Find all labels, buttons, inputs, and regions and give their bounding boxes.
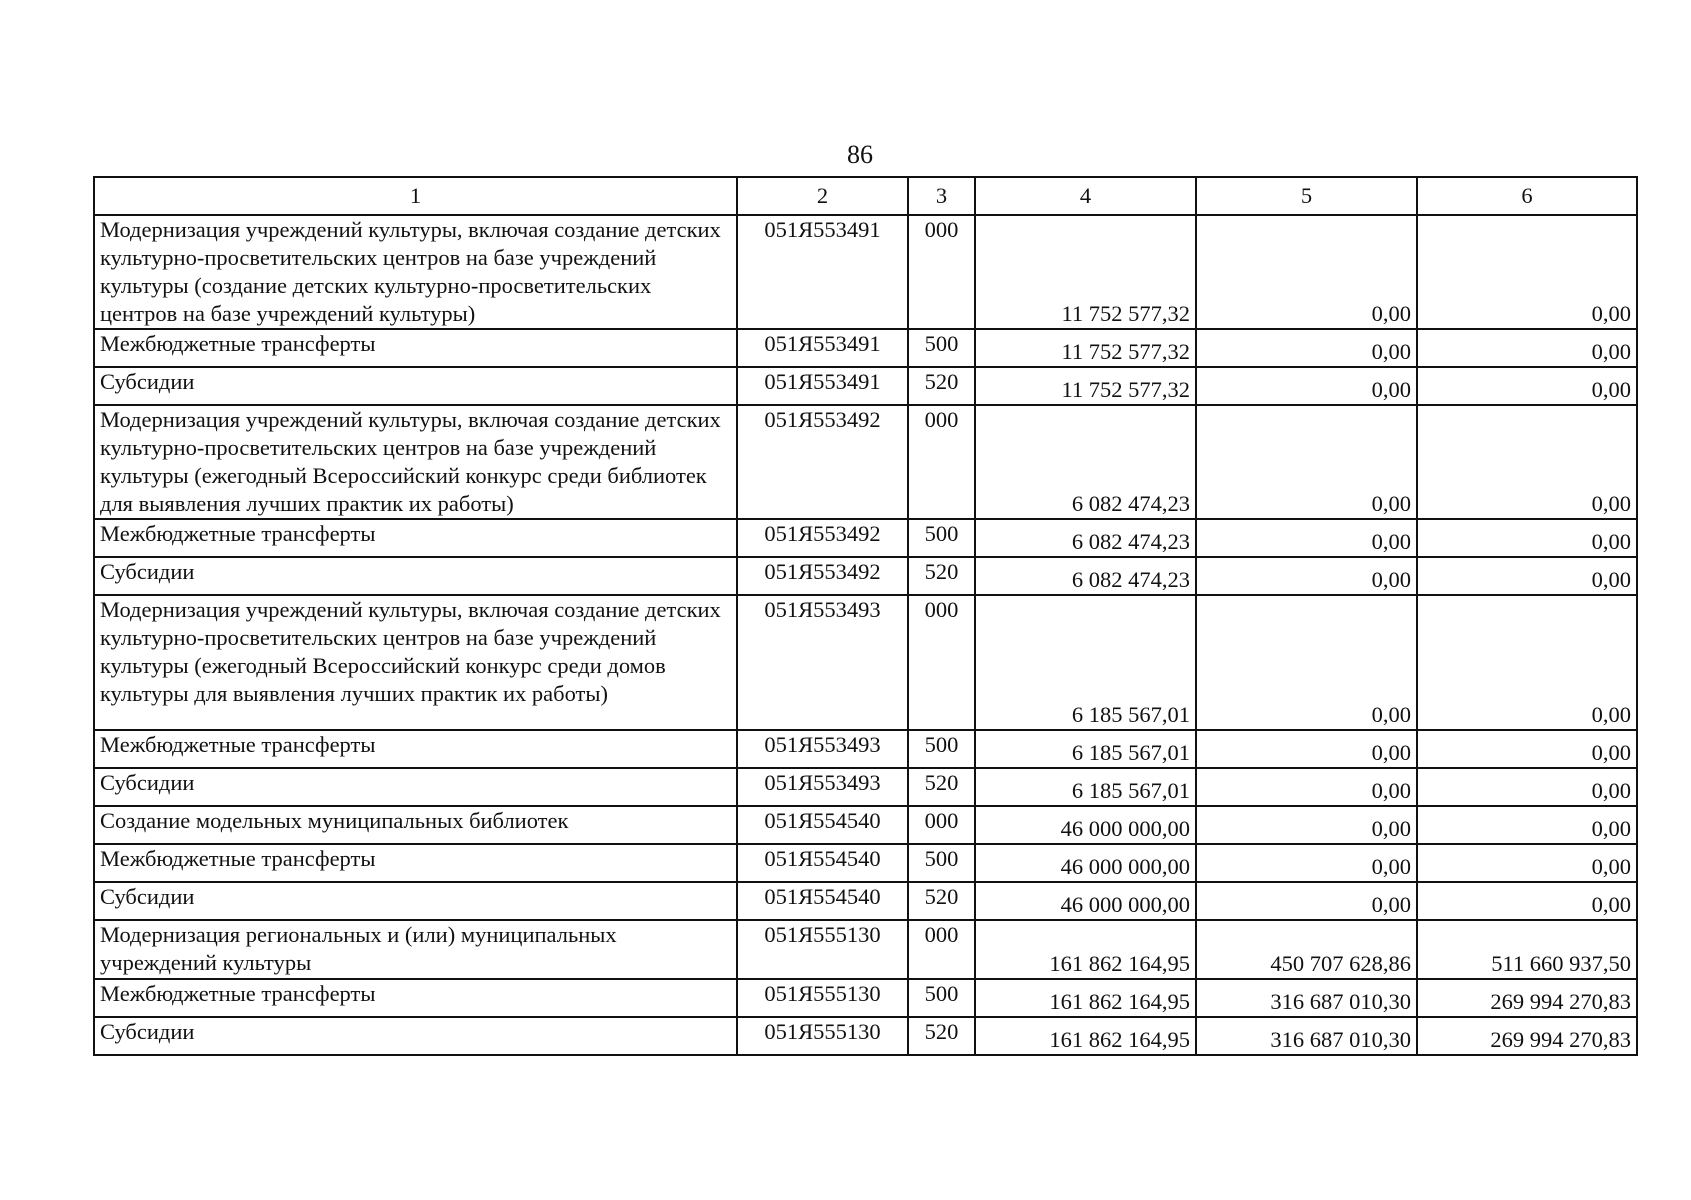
row-name: Субсидии — [94, 882, 737, 920]
row-value-4: 161 862 164,95 — [975, 979, 1196, 1017]
row-value-6: 0,00 — [1417, 367, 1637, 405]
row-value-6: 0,00 — [1417, 519, 1637, 557]
column-header-5: 5 — [1196, 177, 1417, 215]
row-type: 500 — [908, 979, 975, 1017]
row-type: 000 — [908, 920, 975, 979]
column-header-6: 6 — [1417, 177, 1637, 215]
table-row — [94, 329, 1637, 367]
row-type: 500 — [908, 730, 975, 768]
table-row — [94, 1017, 1637, 1055]
row-code: 051Я553493 — [737, 730, 908, 768]
row-code: 051Я555130 — [737, 1017, 908, 1055]
table-row — [94, 882, 1637, 920]
row-value-6: 0,00 — [1417, 730, 1637, 768]
row-value-5: 0,00 — [1196, 367, 1417, 405]
row-type: 000 — [908, 595, 975, 730]
row-value-5: 0,00 — [1196, 730, 1417, 768]
row-value-5: 0,00 — [1196, 882, 1417, 920]
row-name: Модернизация учреждений культуры, включая создание детских культурно-просветительских центров на базе учреждений культуры (ежегодный Всероссийский конкурс среди библиотек для выявления лучших практик их работы) — [94, 405, 737, 519]
row-value-6: 269 994 270,83 — [1417, 979, 1637, 1017]
row-code: 051Я553491 — [737, 329, 908, 367]
row-name: Субсидии — [94, 367, 737, 405]
row-name: Модернизация учреждений культуры, включая создание детских культурно-просветительских центров на базе учреждений культуры (ежегодный Всероссийский конкурс среди домов культуры для выявления лучших практик их работы) — [94, 595, 737, 730]
row-value-5: 0,00 — [1196, 329, 1417, 367]
row-name: Субсидии — [94, 1017, 737, 1055]
row-value-6: 511 660 937,50 — [1417, 920, 1637, 979]
row-name: Межбюджетные трансферты — [94, 979, 737, 1017]
table-row — [94, 806, 1637, 844]
row-value-4: 11 752 577,32 — [975, 367, 1196, 405]
row-value-6: 0,00 — [1417, 882, 1637, 920]
row-value-4: 6 082 474,23 — [975, 405, 1196, 519]
row-value-4: 6 082 474,23 — [975, 519, 1196, 557]
row-code: 051Я553491 — [737, 215, 908, 329]
table-row — [94, 920, 1637, 979]
row-value-6: 269 994 270,83 — [1417, 1017, 1637, 1055]
row-value-5: 0,00 — [1196, 844, 1417, 882]
row-type: 520 — [908, 367, 975, 405]
row-value-5: 0,00 — [1196, 595, 1417, 730]
row-code: 051Я553492 — [737, 405, 908, 519]
row-value-6: 0,00 — [1417, 329, 1637, 367]
table-row — [94, 730, 1637, 768]
row-value-6: 0,00 — [1417, 215, 1637, 329]
row-type: 000 — [908, 405, 975, 519]
row-type: 500 — [908, 329, 975, 367]
budget-table — [93, 176, 1638, 1056]
table-row — [94, 979, 1637, 1017]
row-name: Субсидии — [94, 768, 737, 806]
column-header-2: 2 — [737, 177, 908, 215]
row-value-5: 0,00 — [1196, 405, 1417, 519]
row-value-5: 316 687 010,30 — [1196, 979, 1417, 1017]
row-code: 051Я554540 — [737, 844, 908, 882]
row-value-4: 161 862 164,95 — [975, 920, 1196, 979]
row-value-4: 6 082 474,23 — [975, 557, 1196, 595]
header-row — [94, 177, 1637, 215]
row-value-5: 316 687 010,30 — [1196, 1017, 1417, 1055]
row-value-5: 0,00 — [1196, 768, 1417, 806]
row-value-6: 0,00 — [1417, 806, 1637, 844]
page-number: 86 — [847, 140, 873, 169]
row-value-4: 46 000 000,00 — [975, 882, 1196, 920]
row-type: 500 — [908, 844, 975, 882]
row-code: 051Я553491 — [737, 367, 908, 405]
row-type: 500 — [908, 519, 975, 557]
row-name: Субсидии — [94, 557, 737, 595]
table-row — [94, 557, 1637, 595]
row-type: 520 — [908, 882, 975, 920]
row-value-4: 6 185 567,01 — [975, 730, 1196, 768]
table-row — [94, 215, 1637, 329]
row-value-4: 161 862 164,95 — [975, 1017, 1196, 1055]
row-name: Модернизация учреждений культуры, включая создание детских культурно-просветительских центров на базе учреждений культуры (создание детских культурно-просветительских центров на базе учреждений культуры) — [94, 215, 737, 329]
row-type: 000 — [908, 215, 975, 329]
row-value-4: 6 185 567,01 — [975, 768, 1196, 806]
table-row — [94, 405, 1637, 519]
row-value-6: 0,00 — [1417, 844, 1637, 882]
table-row — [94, 768, 1637, 806]
row-type: 520 — [908, 768, 975, 806]
row-value-5: 0,00 — [1196, 806, 1417, 844]
row-code: 051Я554540 — [737, 806, 908, 844]
row-value-5: 0,00 — [1196, 215, 1417, 329]
row-value-6: 0,00 — [1417, 405, 1637, 519]
row-code: 051Я554540 — [737, 882, 908, 920]
table-header — [94, 177, 1637, 215]
row-type: 000 — [908, 806, 975, 844]
row-value-4: 46 000 000,00 — [975, 844, 1196, 882]
column-header-3: 3 — [908, 177, 975, 215]
row-value-4: 46 000 000,00 — [975, 806, 1196, 844]
row-value-6: 0,00 — [1417, 768, 1637, 806]
table-row — [94, 367, 1637, 405]
row-name: Межбюджетные трансферты — [94, 730, 737, 768]
column-header-1: 1 — [94, 177, 737, 215]
row-name: Модернизация региональных и (или) муниципальных учреждений культуры — [94, 920, 737, 979]
row-code: 051Я553493 — [737, 595, 908, 730]
row-value-5: 450 707 628,86 — [1196, 920, 1417, 979]
column-header-4: 4 — [975, 177, 1196, 215]
row-name: Межбюджетные трансферты — [94, 844, 737, 882]
row-type: 520 — [908, 557, 975, 595]
row-code: 051Я553492 — [737, 557, 908, 595]
table-row — [94, 519, 1637, 557]
table-body — [94, 215, 1637, 1055]
row-code: 051Я553492 — [737, 519, 908, 557]
row-value-4: 11 752 577,32 — [975, 329, 1196, 367]
row-name: Межбюджетные трансферты — [94, 329, 737, 367]
row-value-4: 11 752 577,32 — [975, 215, 1196, 329]
row-value-6: 0,00 — [1417, 557, 1637, 595]
row-value-6: 0,00 — [1417, 595, 1637, 730]
row-value-5: 0,00 — [1196, 519, 1417, 557]
table-row — [94, 844, 1637, 882]
table-row — [94, 595, 1637, 730]
row-name: Создание модельных муниципальных библиотек — [94, 806, 737, 844]
row-code: 051Я553493 — [737, 768, 908, 806]
row-code: 051Я555130 — [737, 920, 908, 979]
row-type: 520 — [908, 1017, 975, 1055]
row-code: 051Я555130 — [737, 979, 908, 1017]
row-name: Межбюджетные трансферты — [94, 519, 737, 557]
row-value-5: 0,00 — [1196, 557, 1417, 595]
row-value-4: 6 185 567,01 — [975, 595, 1196, 730]
